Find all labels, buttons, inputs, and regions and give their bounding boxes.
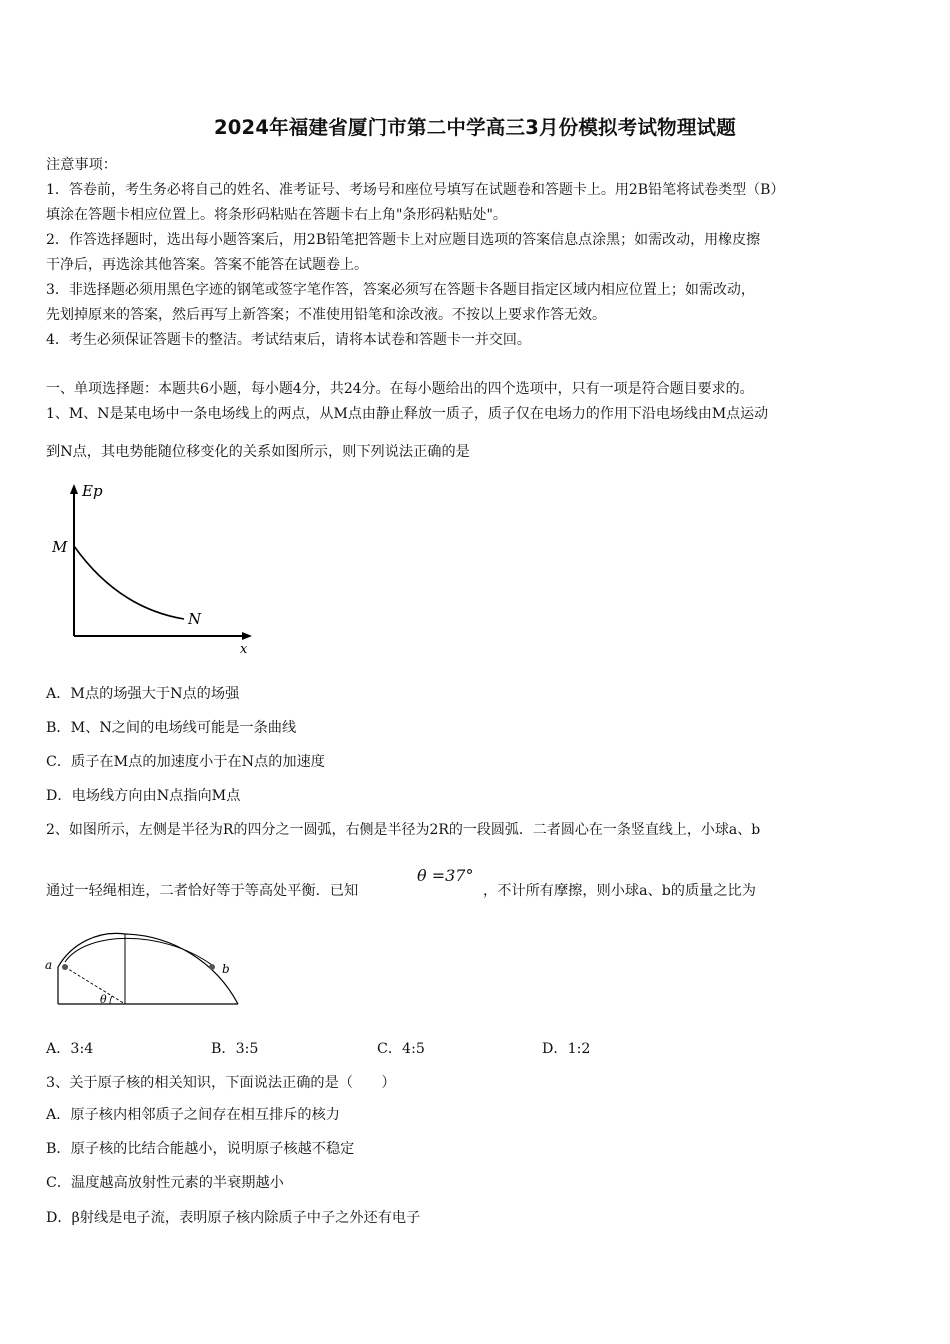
section-heading: 一、单项选择题：本题共6小题，每小题4分，共24分。在每小题给出的四个选项中，只有一项是符合题目要求的。 [46, 381, 754, 397]
option-a: A．M点的场强大于N点的场强 [46, 686, 240, 702]
ball-a-label: a [45, 958, 53, 972]
notice-line: 4．考生必须保证答题卡的整洁。考试结束后，请将本试卷和答题卡一并交回。 [46, 332, 531, 348]
option-b: B．原子核的比结合能越小，说明原子核越不稳定 [46, 1141, 355, 1157]
question-1-text: 1、M、N是某电场中一条电场线上的两点，从M点由静止释放一质子，质子仅在电场力的作用下沿电场线由M点运动 [46, 406, 769, 422]
ball-b [209, 964, 215, 970]
energy-curve [74, 546, 184, 619]
notice-line: 1．答卷前，考生务必将自己的姓名、准考证号、考场号和座位号填写在试题卷和答题卡上。用2B铅笔将试卷类型（B） [46, 182, 785, 198]
option-b: B．M、N之间的电场线可能是一条曲线 [46, 720, 297, 736]
angle-label: θ [100, 993, 107, 1006]
option-c: C．质子在M点的加速度小于在N点的加速度 [46, 754, 325, 770]
option-d: D．1:2 [542, 1041, 591, 1057]
point-m-label: M [52, 538, 68, 556]
question-3-text: 3、关于原子核的相关知识，下面说法正确的是（ ） [46, 1075, 396, 1091]
option-a: A．3:4 [46, 1041, 94, 1057]
angle-formula: θ =37° [417, 866, 474, 885]
notice-line: 填涂在答题卡相应位置上。将条形码粘贴在答题卡右上角"条形码粘贴处"。 [46, 207, 507, 223]
energy-position-graph [46, 476, 256, 656]
option-c: C．温度越高放射性元素的半衰期越小 [46, 1175, 284, 1191]
notice-heading: 注意事项： [46, 157, 117, 173]
notice-line: 先划掉原来的答案，然后再写上新答案；不准使用铅笔和涂改液。不按以上要求作答无效。 [46, 307, 606, 323]
point-n-label: N [188, 610, 202, 628]
option-b: B．3:5 [211, 1041, 259, 1057]
y-axis-label: Ep [82, 482, 103, 500]
notice-line: 2．作答选择题时，选出每小题答案后，用2B铅笔把答题卡上对应题目选项的答案信息点涂黑；如需改动，用橡皮擦 [46, 232, 761, 248]
option-d: D．电场线方向由N点指向M点 [46, 788, 241, 804]
question-2-text: 通过一轻绳相连，二者恰好等于等高处平衡．已知 [46, 883, 359, 899]
option-c: C．4:5 [377, 1041, 425, 1057]
option-d: D．β射线是电子流，表明原子核内除质子中子之外还有电子 [46, 1210, 421, 1226]
notice-line: 3．非选择题必须用黑色字迹的钢笔或签字笔作答，答案必须写在答题卡各题目指定区域内相应位置上；如需改动， [46, 282, 755, 298]
exam-title: 2024年福建省厦门市第二中学高三3月份模拟考试物理试题 [214, 116, 736, 139]
x-axis-label: x [240, 642, 248, 656]
ball-b-label: b [222, 962, 230, 976]
question-2-text: ，不计所有摩擦，则小球a、b的质量之比为 [483, 883, 756, 899]
question-1-text: 到N点，其电势能随位移变化的关系如图所示，则下列说法正确的是 [46, 444, 470, 460]
arc-figure [40, 924, 250, 1010]
ball-a [62, 964, 68, 970]
question-2-text: 2、如图所示，左侧是半径为R的四分之一圆弧，右侧是半径为2R的一段圆弧．二者圆心在一条竖直线上，小球a、b [46, 822, 761, 838]
notice-line: 干净后，再选涂其他答案。答案不能答在试题卷上。 [46, 257, 368, 273]
option-a: A．原子核内相邻质子之间存在相互排斥的核力 [46, 1107, 340, 1123]
